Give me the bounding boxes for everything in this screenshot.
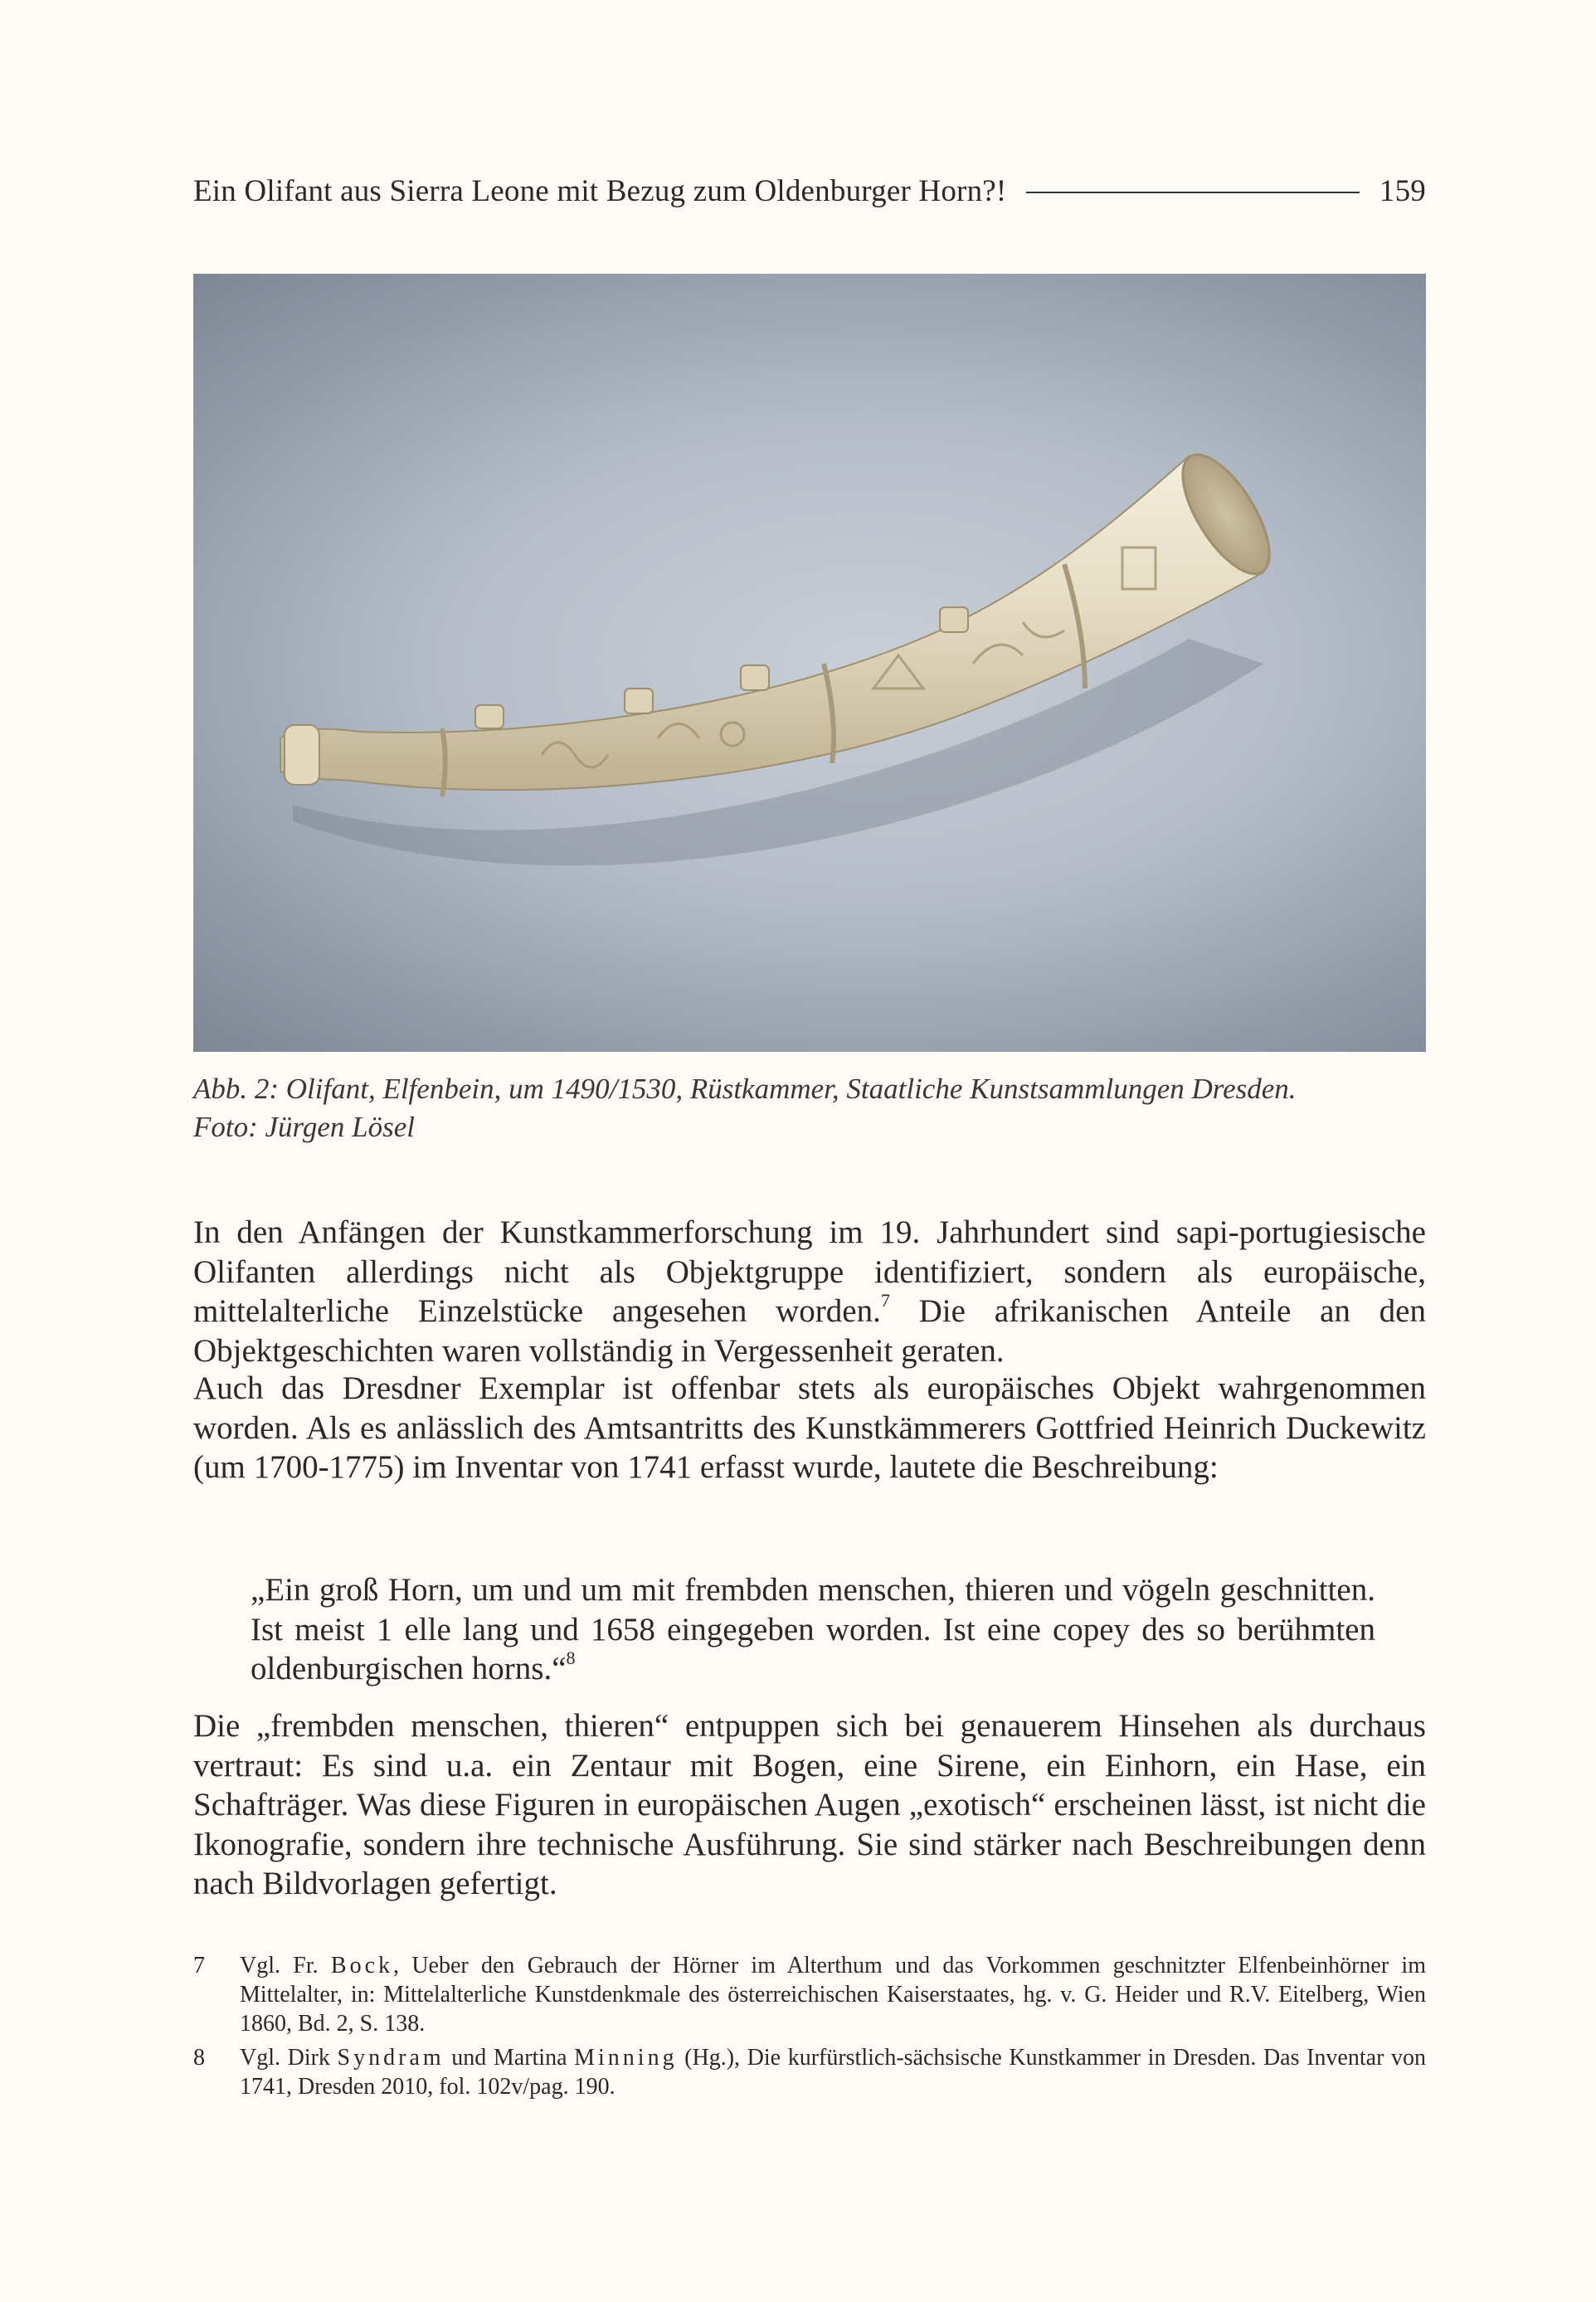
footnote-author: Syndram [337, 2045, 445, 2071]
paragraph-1-text-b: Die afrikanischen Anteile an den Objektgeschichten waren vollständig in Vergessenheit geraten. [193, 1293, 1426, 1369]
caption-line-1: Abb. 2: Olifant, Elfenbein, um 1490/1530, Rüstkammer, Staatliche Kunstsammlungen Dresden. [193, 1073, 1297, 1105]
paragraph-2 [193, 1369, 1426, 1487]
footnote-text [240, 1951, 1426, 2038]
footnote-number: 7 [193, 1953, 205, 1978]
horn-mouthpiece [285, 725, 319, 785]
figure-caption [193, 1070, 1426, 1146]
footnote-mid: und Martina [444, 2045, 575, 2071]
footnote-7 [193, 1951, 1426, 2038]
running-title: Ein Olifant aus Sierra Leone mit Bezug zum Oldenburger Horn?! [193, 173, 1007, 208]
header-rule [1026, 192, 1359, 193]
caption-line-2: Foto: Jürgen Lösel [193, 1111, 415, 1143]
footnote-pre: Vgl. Dirk [240, 2045, 338, 2071]
block-quote [251, 1570, 1375, 1689]
footnotes [193, 1951, 1426, 2106]
paragraph-3 [193, 1706, 1426, 1904]
running-header [193, 166, 1426, 216]
footnote-number: 8 [193, 2045, 205, 2071]
quote-text: „Ein groß Horn, um und um mit frembden menschen, thieren und vögeln geschnitten. Ist meist 1 elle lang und 1658 eingegeben worden. Ist eine copey des so berühmten oldenburgischen horns.“ [251, 1572, 1375, 1686]
page-number: 159 [1379, 173, 1426, 208]
footnote-ref-7: 7 [880, 1290, 890, 1311]
footnote-post: (Hg.), Die kurfürstlich-sächsische Kunstkammer in Dresden. Das Inventar von 1741, Dresden 2010, fol. 102v/pag. 190. [240, 2045, 1426, 2100]
paragraph-2-text: Auch das Dresdner Exemplar ist offenbar stets als europäisches Objekt wahrgenommen worden. Als es anlässlich des Amtsantritts des Kunstkämmerers Gottfried Heinrich Duckewitz (um 1700-1775) im Inventar von 1741 erfasst wurde, lautete die Beschreibung: [193, 1370, 1426, 1485]
footnote-text [240, 2043, 1426, 2101]
ivory-horn-illustration [193, 274, 1426, 1052]
paragraph-1 [193, 1213, 1426, 1370]
footnote-author: Bock [330, 1953, 394, 1978]
footnote-pre: Vgl. Fr. [240, 1953, 331, 1978]
paragraph-1-text-a: In den Anfängen der Kunstkammerforschung im 19. Jahrhundert sind sapi-portugiesische Olifanten allerdings nicht als Objektgruppe identifiziert, sondern als europäische, mittelalterliche Einzelstücke angesehen worden. [193, 1214, 1426, 1329]
footnote-author-2: Minning [574, 2045, 678, 2071]
footnote-post: , Ueber den Gebrauch der Hörner im Alterthum und das Vorkommen geschnitzter Elfenbeinhörner im Mittelalter, in: Mittelalterliche Kunstdenkmale des österreichischen Kaiserstaates, hg. v. G. Heider und R.V. Eitelberg, Wien 1860, Bd. 2, S. 138. [240, 1953, 1426, 2037]
footnote-ref-8: 8 [566, 1647, 576, 1668]
olifant-photo [193, 274, 1426, 1052]
footnote-8 [193, 2043, 1426, 2101]
paragraph-3-text: Die „frembden menschen, thieren“ entpuppen sich bei genauerem Hinsehen als durchaus vertraut: Es sind u.a. ein Zentaur mit Bogen, eine Sirene, ein Einhorn, ein Hase, ein Schafträger. Was diese Figuren in europäischen Augen „exotisch“ erscheinen lässt, ist nicht die Ikonografie, sondern ihre technische Ausführung. Sie sind stärker nach Beschreibungen denn nach Bildvorlagen gefertigt. [193, 1708, 1426, 1901]
